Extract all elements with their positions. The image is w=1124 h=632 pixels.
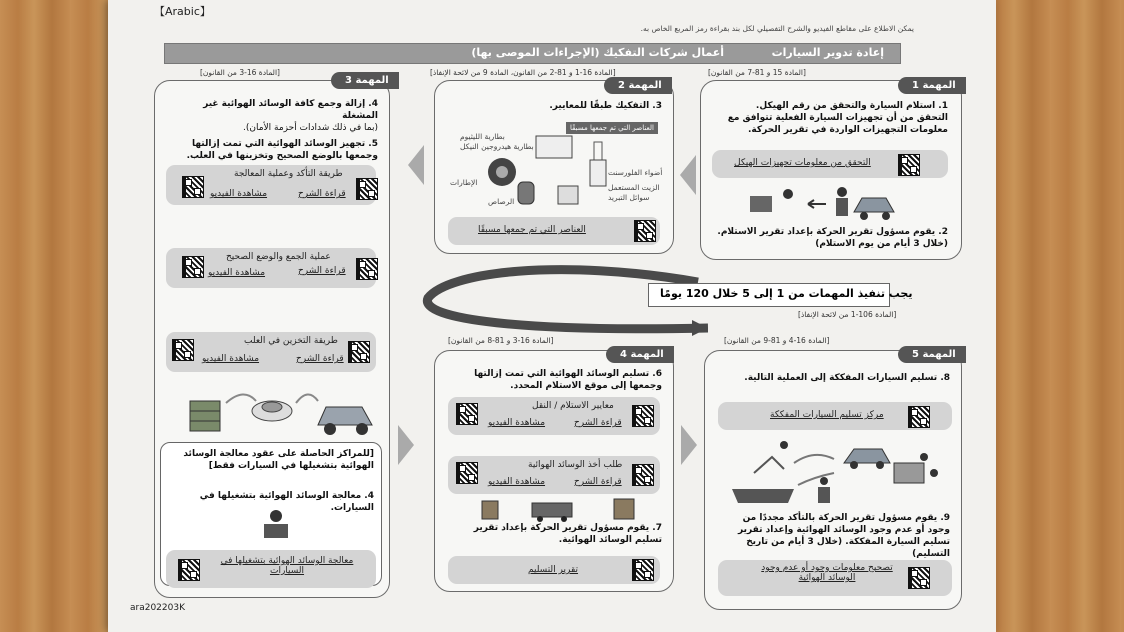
task5-badge: المهمة 5 bbox=[898, 346, 966, 363]
task4-item7: 7. يقوم مسؤول تقرير الحركة بإعداد تقرير تسليم الوسائد الهوائية. bbox=[473, 523, 662, 545]
document-code: ara202203K bbox=[130, 603, 185, 613]
task3-item4b: (بما في ذلك شدادات أحزمة الأمان). bbox=[242, 123, 378, 133]
delivery-illustration bbox=[480, 497, 640, 523]
part-label: الزيت المستعمل bbox=[608, 183, 660, 192]
arrow-right-icon bbox=[398, 425, 414, 465]
task1-item1 bbox=[712, 100, 948, 136]
task3-pill1-title: طريقة التأكد وعملية المعالجة bbox=[234, 169, 343, 179]
task3-pill1-watch[interactable]: مشاهدة الفيديو bbox=[210, 189, 268, 199]
qr-code-icon[interactable] bbox=[348, 341, 370, 363]
task5-pill2-label[interactable]: تصحيح معلومات وجود أو عدم وجود الوسائد الهوائية bbox=[761, 563, 893, 583]
deadline-text: يجب تنفيذ المهمات من 1 إلى 5 خلال 120 يومًا bbox=[660, 287, 913, 300]
task2-item3: 3. التفكيك طبقًا للمعايير. bbox=[549, 101, 662, 111]
part-label: الرصاص bbox=[488, 197, 515, 206]
task3-pill2-title: عملية الجمع والوضع الصحيح bbox=[226, 252, 331, 262]
task3-pill4-label[interactable]: معالجة الوسائد الهوائية بتشغيلها في السيارات bbox=[220, 556, 354, 576]
qr-code-icon[interactable] bbox=[898, 154, 920, 176]
task2-badge: المهمة 2 bbox=[604, 77, 672, 94]
task5-item8: 8. تسليم السيارات المفككة إلى العملية التالية. bbox=[744, 373, 950, 383]
task2-tag: العناصر التي تم جمعها مسبقًا bbox=[566, 122, 658, 134]
qr-code-icon[interactable] bbox=[182, 256, 204, 278]
qr-code-icon[interactable] bbox=[172, 339, 194, 361]
task1-pill-label[interactable]: التحقق من معلومات تجهيزات الهيكل bbox=[734, 158, 871, 168]
qr-code-icon[interactable] bbox=[356, 178, 378, 200]
part-label: أضواء الفلورسنت bbox=[608, 168, 663, 177]
task1-item1b: التحقق من أن تجهيزات السيارة الفعلية تتوافق مع معلومات التجهيزات الواردة في تقرير الحركة. bbox=[727, 113, 948, 135]
task4-item6: 6. تسليم الوسائد الهوائية التي تمت إزالتها وجمعها إلى موقع الاستلام المحدد. bbox=[474, 369, 662, 391]
task3-pill3-read[interactable]: قراءة الشرح bbox=[296, 354, 344, 364]
task3-pill2-watch[interactable]: مشاهدة الفيديو bbox=[208, 268, 266, 278]
qr-code-icon[interactable] bbox=[456, 462, 478, 484]
dismantled-vehicle-flow-illustration bbox=[724, 433, 944, 509]
language-tag: 【Arabic】 bbox=[154, 5, 211, 18]
qr-code-icon[interactable] bbox=[632, 559, 654, 581]
qr-code-icon[interactable] bbox=[908, 567, 930, 589]
qr-code-icon[interactable] bbox=[632, 464, 654, 486]
task1-item1-text: 1. استلام السيارة والتحقق من رقم الهيكل. bbox=[755, 101, 948, 111]
qr-code-icon[interactable] bbox=[182, 176, 204, 198]
task4-pill2-watch[interactable]: مشاهدة الفيديو bbox=[488, 477, 546, 487]
task4-badge: المهمة 4 bbox=[606, 346, 674, 363]
part-label: بطارية هيدروجين النيكل bbox=[460, 142, 534, 151]
task1-badge: المهمة 1 bbox=[898, 77, 966, 94]
part-label: الإطارات bbox=[450, 178, 478, 187]
part-label: بطارية الليثيوم bbox=[460, 132, 505, 141]
task3-ref: [المادة 16-3 من القانون] bbox=[200, 68, 280, 77]
qr-code-icon[interactable] bbox=[456, 403, 478, 425]
task5-pill1-label[interactable]: مركز تسليم السيارات المفككة bbox=[770, 410, 884, 420]
qr-code-icon[interactable] bbox=[908, 406, 930, 428]
airbag-storage-illustration bbox=[186, 385, 376, 440]
task3-badge: المهمة 3 bbox=[331, 72, 399, 89]
task4-pill1-title: معايير الاستلام / النقل bbox=[532, 401, 614, 411]
intro-text: يمكن الاطلاع على مقاطع الفيديو والشرح التفصيلي لكل بند بقراءة رمز المربع الخاص به. bbox=[640, 24, 914, 33]
task2-ref: [المادة 16-1 و 81-2 من القانون، المادة 9 من لائحة الإنفاذ] bbox=[430, 68, 616, 77]
task5-ref: [المادة 16-4 و 81-9 من القانون] bbox=[724, 336, 830, 345]
arrow-left-icon bbox=[408, 145, 424, 185]
task3-item4 bbox=[168, 98, 378, 134]
task5-item9: 9. يقوم مسؤول تقرير الحركة بالتأكد مجددًا من وجود أو عدم وجود الوسائد الهوائية وإعداد تقرير تسليم السيارة المفككة. (خلال 3 أيام من تاريخ التسليم) bbox=[738, 513, 950, 559]
deadline-ref: [المادة 106-1 من لائحة الإنفاذ] bbox=[798, 310, 897, 319]
arrow-left-icon bbox=[680, 155, 696, 195]
qr-code-icon[interactable] bbox=[356, 258, 378, 280]
task4-pill2-title: طلب أخذ الوسائد الهوائية bbox=[528, 460, 623, 470]
task4-pill1-read[interactable]: قراءة الشرح bbox=[574, 418, 622, 428]
task3-note: [للمراكز الحاصلة على عقود معالجة الوسائد الهوائية بتشغيلها في السيارات فقط] bbox=[183, 449, 374, 471]
task4-pill1-watch[interactable]: مشاهدة الفيديو bbox=[488, 418, 546, 428]
task3-pill1-read[interactable]: قراءة الشرح bbox=[298, 189, 346, 199]
worker-icon bbox=[254, 508, 298, 540]
qr-code-icon[interactable] bbox=[632, 405, 654, 427]
task3-pill3-watch[interactable]: مشاهدة الفيديو bbox=[202, 354, 260, 364]
title-main: أعمال شركات التفكيك (الإجراءات الموصى بها) bbox=[471, 46, 724, 59]
document-page bbox=[108, 0, 996, 632]
qr-code-icon[interactable] bbox=[634, 220, 656, 242]
task1-ref: [المادة 15 و 81-7 من القانون] bbox=[708, 68, 806, 77]
task4-ref: [المادة 16-3 و 81-8 من القانون] bbox=[448, 336, 554, 345]
task4-pill2-read[interactable]: قراءة الشرح bbox=[574, 477, 622, 487]
task3-item4-text: 4. إزالة وجمع كافة الوسائد الهوائية غير المشغلة bbox=[203, 99, 378, 121]
task1-item2b: (خلال 3 أيام من يوم الاستلام) bbox=[815, 239, 948, 249]
vehicle-check-illustration bbox=[748, 182, 898, 222]
task2-pill-label[interactable]: العناصر التي تم جمعها مسبقًا bbox=[478, 225, 586, 235]
task3-pill3-title: طريقة التخزين في العلب bbox=[244, 336, 338, 346]
qr-code-icon[interactable] bbox=[178, 559, 200, 581]
task1-item2-text: 2. يقوم مسؤول تقرير الحركة بإعداد تقرير الاستلام. bbox=[717, 227, 948, 237]
title-bar bbox=[164, 43, 901, 64]
task1-item2 bbox=[712, 226, 948, 250]
arrow-right-icon bbox=[681, 425, 697, 465]
task3-item4c: 4. معالجة الوسائد الهوائية بتشغيلها في السيارات. bbox=[199, 491, 374, 513]
part-label: سوائل التبريد bbox=[608, 193, 650, 202]
task3-item5: 5. تجهيز الوسائد الهوائية التي تمت إزالتها وجمعها بالوضع الصحيح وتخزينها في العلب. bbox=[186, 139, 378, 161]
title-prefix: إعادة تدوير السيارات bbox=[771, 46, 884, 59]
task3-pill2-read[interactable]: قراءة الشرح bbox=[298, 266, 346, 276]
task4-pill3-label[interactable]: تقرير التسليم bbox=[528, 565, 579, 575]
